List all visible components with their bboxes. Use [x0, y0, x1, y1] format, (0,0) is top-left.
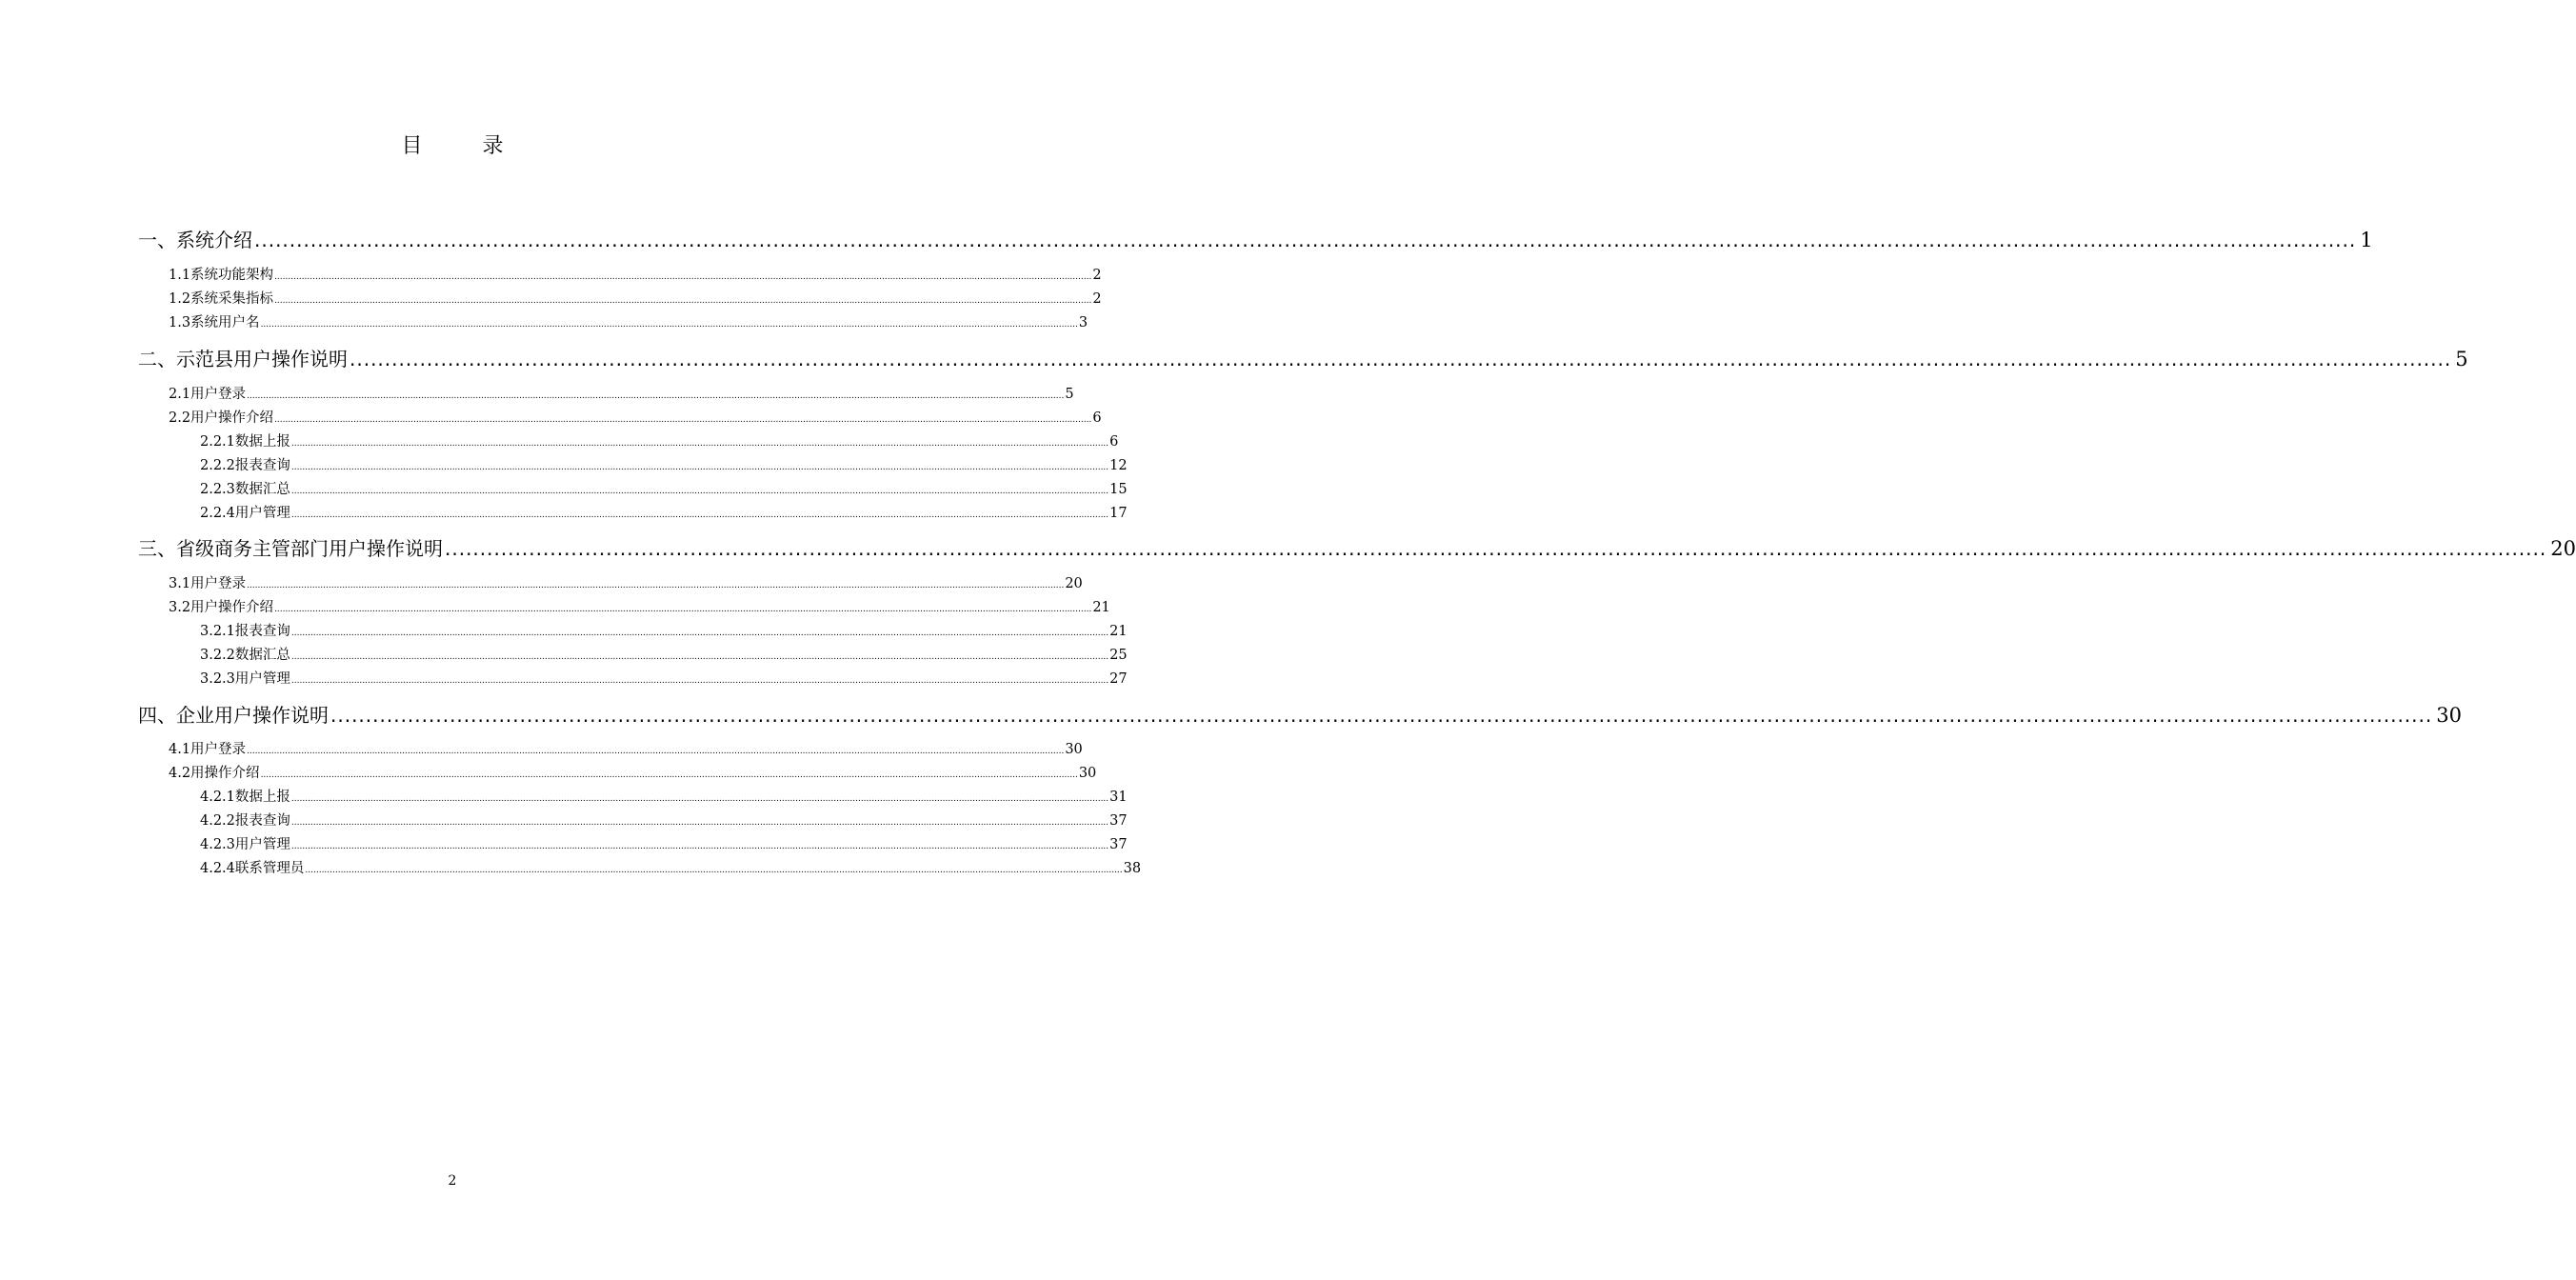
toc-entry-label: 3.2.2数据汇总 — [200, 648, 290, 663]
toc-leader-dots: ............................................................................................................................................................................................................................................................................................................ — [247, 391, 1065, 401]
toc-entry-3-1[interactable] — [169, 572, 1083, 591]
toc-entry-4-2-1[interactable] — [200, 786, 1128, 805]
toc-entry-section-2[interactable] — [138, 344, 2468, 370]
toc-entry-label: 4.1用户登录 — [169, 742, 247, 757]
toc-entry-page: 1 — [2360, 229, 2373, 251]
toc-leader-dots: ............................................................................................................................................................................................................................................................................................................ — [290, 487, 1109, 496]
toc-entry-label: 一、系统介绍 — [138, 229, 252, 251]
toc-entry-3-2-3[interactable] — [200, 668, 1128, 687]
toc-entry-page: 5 — [2455, 348, 2468, 370]
toc-entry-2-2-3[interactable] — [200, 478, 1128, 497]
toc-entry-page: 30 — [2436, 704, 2462, 727]
toc-entry-label: 三、省级商务主管部门用户操作说明 — [138, 537, 443, 560]
toc-entry-4-2-2[interactable] — [200, 810, 1128, 829]
toc-leader-dots: ............................................................................................................................................................................................................................................................................................................ — [290, 463, 1109, 472]
toc-entry-label: 4.2.1数据上报 — [200, 790, 290, 805]
toc-entry-label: 3.1用户登录 — [169, 576, 247, 591]
toc-entry-page: 15 — [1109, 482, 1128, 497]
toc-leader-dots: ............................................................................................................................................................................................................................................................................................................ — [290, 652, 1109, 662]
toc-leader-dots: ............................................................................................................................................................................................................................................................................................................ — [260, 770, 1078, 780]
toc-entry-4-2-3[interactable] — [200, 833, 1128, 852]
toc-leader-dots: ............................................................................................................................................................................................................................................................................................................ — [274, 415, 1092, 425]
toc-entry-label: 1.1系统功能架构 — [169, 268, 274, 283]
toc-entry-label: 3.2.3用户管理 — [200, 671, 290, 687]
toc-entry-4-1[interactable] — [169, 738, 1083, 757]
toc-leader-dots: ............................................................................................................................................................................................................................................................................................................ — [254, 229, 2357, 251]
toc-entry-label: 3.2.1报表查询 — [200, 624, 290, 639]
page-number: 2 — [448, 1173, 457, 1189]
toc-entry-label: 1.2系统采集指标 — [169, 291, 274, 307]
toc-entry-page: 2 — [1092, 291, 1102, 307]
toc-entry-page: 5 — [1065, 387, 1074, 402]
toc-leader-dots: ............................................................................................................................................................................................................................................................................................................ — [349, 348, 2452, 370]
toc-entry-1-2[interactable] — [169, 288, 1102, 307]
toc-entry-page: 27 — [1109, 671, 1128, 687]
toc-leader-dots: ............................................................................................................................................................................................................................................................................................................ — [290, 439, 1109, 449]
toc-entry-4-2-4[interactable] — [200, 857, 1142, 876]
toc-entry-2-2-1[interactable] — [200, 430, 1119, 450]
toc-title: 目 录 — [401, 134, 530, 158]
toc-entry-label: 2.2.3数据汇总 — [200, 482, 290, 497]
toc-leader-dots: ............................................................................................................................................................................................................................................................................................................ — [290, 818, 1109, 828]
toc-leader-dots: ............................................................................................................................................................................................................................................................................................................ — [290, 676, 1109, 686]
toc-entry-2-2-2[interactable] — [200, 454, 1128, 473]
toc-entry-label: 2.2.2报表查询 — [200, 458, 290, 473]
toc-entry-page: 17 — [1109, 506, 1128, 521]
toc-entry-label: 3.2用户操作介绍 — [169, 600, 274, 615]
toc-entry-3-2-2[interactable] — [200, 644, 1128, 663]
toc-entry-1-3[interactable] — [169, 311, 1088, 330]
toc-leader-dots: ............................................................................................................................................................................................................................................................................................................ — [247, 581, 1065, 590]
toc-leader-dots: ............................................................................................................................................................................................................................................................................................................ — [290, 794, 1109, 804]
toc-entry-label: 二、示范县用户操作说明 — [138, 348, 348, 370]
toc-entry-page: 12 — [1109, 458, 1128, 473]
toc-entry-label: 4.2.2报表查询 — [200, 813, 290, 829]
toc-entry-page: 20 — [2550, 537, 2576, 560]
toc-entry-2-2[interactable] — [169, 407, 1102, 426]
toc-leader-dots: ............................................................................................................................................................................................................................................................................................................ — [290, 842, 1109, 851]
toc-entry-2-1[interactable] — [169, 383, 1074, 402]
toc-leader-dots: ............................................................................................................................................................................................................................................................................................................ — [305, 866, 1123, 875]
toc-leader-dots: ............................................................................................................................................................................................................................................................................................................ — [274, 296, 1092, 306]
toc-leader-dots: ............................................................................................................................................................................................................................................................................................................ — [290, 510, 1109, 520]
toc-leader-dots: ............................................................................................................................................................................................................................................................................................................ — [274, 272, 1092, 282]
toc-entry-page: 30 — [1078, 766, 1097, 781]
toc-entry-page: 6 — [1109, 434, 1119, 450]
toc-entry-label: 2.2.4用户管理 — [200, 506, 290, 521]
toc-entry-page: 21 — [1092, 600, 1110, 615]
toc-leader-dots: ............................................................................................................................................................................................................................................................................................................ — [247, 747, 1065, 756]
toc-entry-label: 四、企业用户操作说明 — [138, 704, 329, 727]
toc-entry-page: 6 — [1092, 410, 1102, 426]
toc-leader-dots: ............................................................................................................................................................................................................................................................................................................ — [445, 537, 2547, 560]
toc-leader-dots: ............................................................................................................................................................................................................................................................................................................ — [260, 320, 1078, 330]
toc-entry-label: 2.2用户操作介绍 — [169, 410, 274, 426]
toc-entry-section-1[interactable] — [138, 225, 2373, 251]
toc-entry-page: 38 — [1123, 861, 1142, 876]
toc-leader-dots: ............................................................................................................................................................................................................................................................................................................ — [290, 629, 1109, 638]
toc-entry-page: 37 — [1109, 813, 1128, 829]
toc-entry-label: 4.2.3用户管理 — [200, 837, 290, 852]
toc-entry-label: 4.2用操作介绍 — [169, 766, 260, 781]
toc-entry-label: 2.2.1数据上报 — [200, 434, 290, 450]
toc-entry-section-4[interactable] — [138, 700, 2462, 727]
toc-entry-page: 20 — [1065, 576, 1083, 591]
toc-entry-page: 2 — [1092, 268, 1102, 283]
toc-entry-label: 4.2.4联系管理员 — [200, 861, 305, 876]
toc-entry-page: 30 — [1065, 742, 1083, 757]
toc-entry-2-2-4[interactable] — [200, 502, 1128, 521]
toc-entry-label: 2.1用户登录 — [169, 387, 247, 402]
toc-leader-dots: ............................................................................................................................................................................................................................................................................................................ — [274, 605, 1092, 614]
toc-entry-page: 31 — [1109, 790, 1128, 805]
toc-entry-page: 3 — [1078, 315, 1088, 330]
toc-entry-page: 25 — [1109, 648, 1128, 663]
toc-entry-3-2[interactable] — [169, 596, 1110, 615]
toc-entry-1-1[interactable] — [169, 264, 1102, 283]
toc-entry-4-2[interactable] — [169, 762, 1097, 781]
toc-entry-page: 37 — [1109, 837, 1128, 852]
toc-leader-dots: ............................................................................................................................................................................................................................................................................................................ — [330, 704, 2433, 727]
toc-entry-label: 1.3系统用户名 — [169, 315, 260, 330]
toc-entry-section-3[interactable] — [138, 533, 2576, 560]
toc-entry-page: 21 — [1109, 624, 1128, 639]
toc-entry-3-2-1[interactable] — [200, 620, 1128, 639]
